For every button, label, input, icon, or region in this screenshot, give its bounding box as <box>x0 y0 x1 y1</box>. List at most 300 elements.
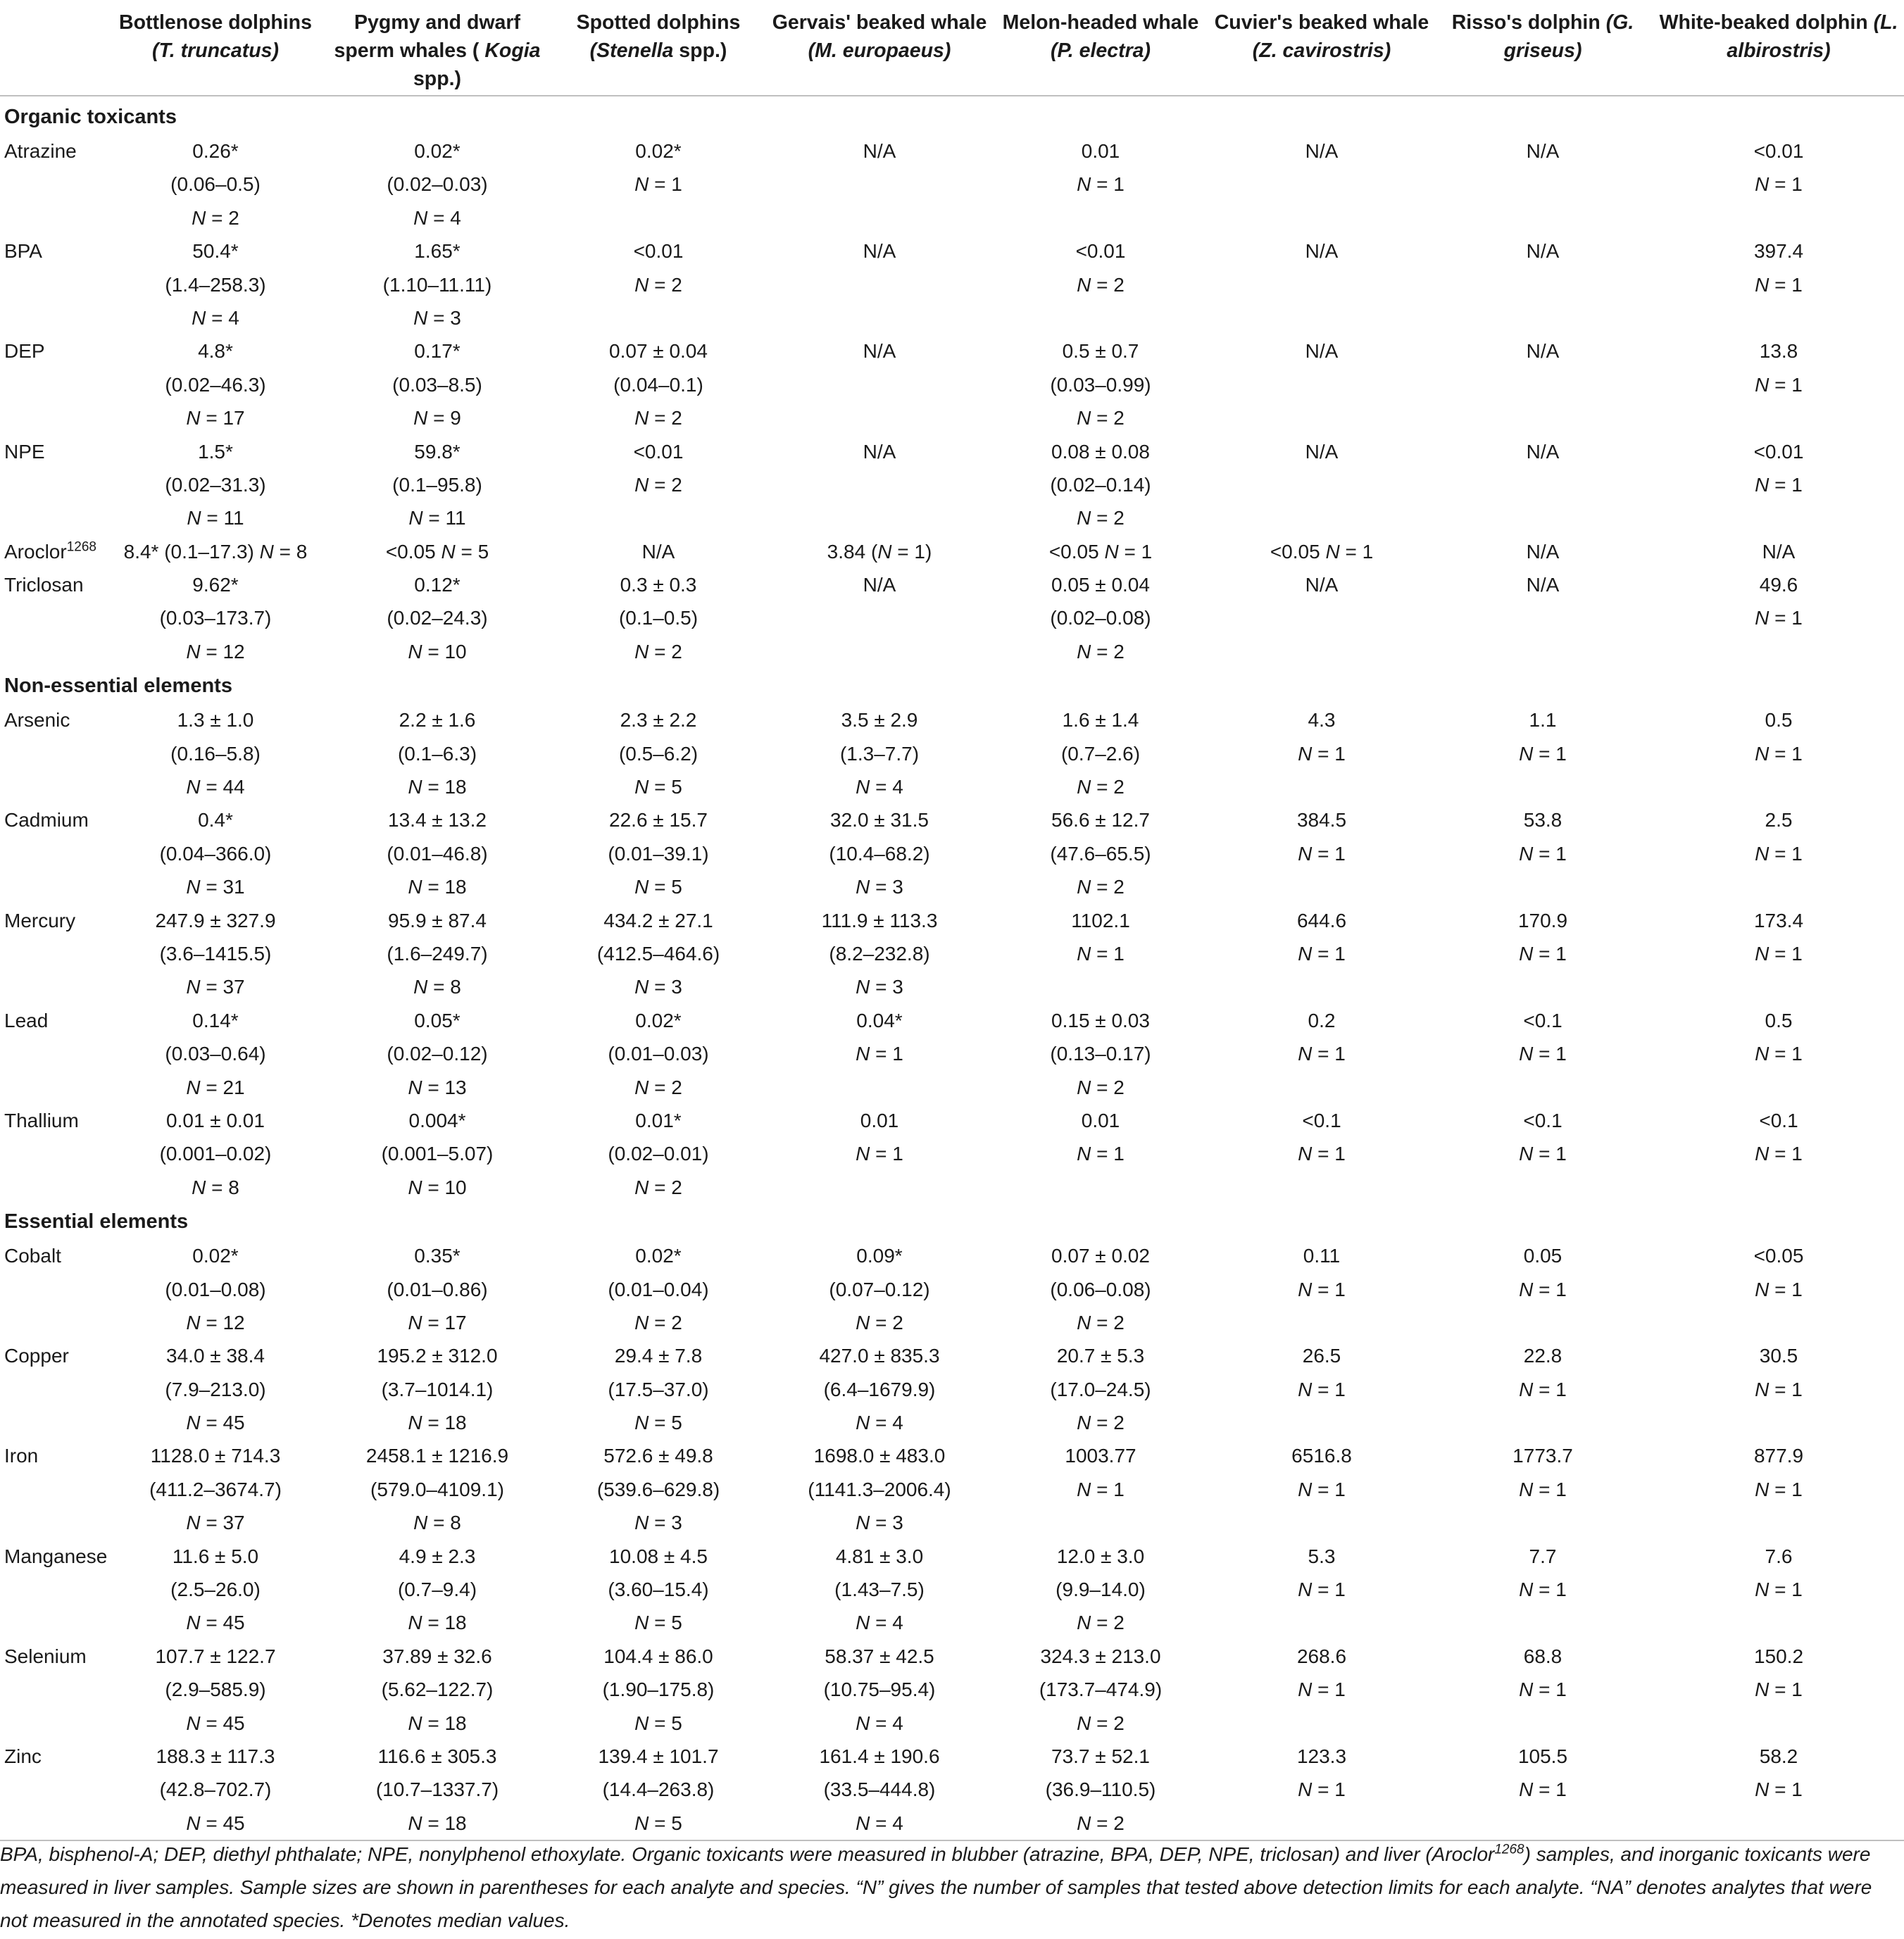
value-line: 0.02* <box>192 1245 239 1267</box>
value-line: 0.004* <box>408 1109 466 1131</box>
value-cell <box>1653 535 1904 568</box>
value-cell <box>990 1640 1211 1740</box>
value-line: (0.02–0.01) <box>608 1143 709 1165</box>
value-line: N = 18 <box>408 1612 467 1634</box>
value-line: (33.5–444.8) <box>823 1778 936 1801</box>
value-line: N/A <box>1762 540 1796 563</box>
value-line: 10.08 ± 4.5 <box>609 1545 708 1567</box>
value-line: N = 13 <box>408 1076 467 1098</box>
value-line: (0.02–24.3) <box>387 607 488 629</box>
value-cell <box>104 1339 327 1439</box>
value-line: 4.8* <box>198 340 233 363</box>
value-line: 32.0 ± 31.5 <box>830 809 929 832</box>
value-line: 1.1 <box>1529 709 1557 732</box>
value-line: 7.6 <box>1765 1545 1793 1567</box>
value-line: 0.3 ± 0.3 <box>620 574 697 596</box>
value-line: N/A <box>1305 140 1339 162</box>
value-line: N = 10 <box>408 640 467 663</box>
value-line: N = 1 <box>1755 943 1803 965</box>
value-line: N = 3 <box>634 1512 682 1534</box>
value-cell <box>548 1004 769 1104</box>
value-line: N = 3 <box>634 976 682 998</box>
value-line: N = 1 <box>1298 842 1346 865</box>
value-cell <box>1211 1540 1432 1640</box>
value-line: N = 2 <box>1077 407 1125 429</box>
value-line: N = 1 <box>1298 943 1346 965</box>
value-line: 13.8 <box>1759 340 1798 363</box>
value-line: N = 11 <box>408 507 466 529</box>
value-line: N = 12 <box>186 640 245 663</box>
value-line: 1.65* <box>414 240 461 263</box>
value-cell <box>548 535 769 568</box>
value-line: 116.6 ± 305.3 <box>377 1745 497 1767</box>
value-cell <box>548 703 769 803</box>
value-line: (0.7–2.6) <box>1060 742 1141 765</box>
value-cell <box>327 1439 548 1539</box>
value-line: N = 5 <box>634 776 682 798</box>
value-cell <box>548 1540 769 1640</box>
value-line: (14.4–263.8) <box>602 1778 715 1801</box>
value-line: 0.01 <box>1081 1109 1120 1131</box>
value-cell <box>1211 1439 1432 1539</box>
value-cell <box>990 1339 1211 1439</box>
value-line: N = 1 <box>1077 1478 1125 1500</box>
value-line: 4.81 ± 3.0 <box>835 1545 924 1567</box>
table-row <box>0 1740 1904 1840</box>
value-cell <box>104 234 327 334</box>
value-line: N = 1 <box>1755 1043 1803 1065</box>
value-line: 68.8 <box>1523 1645 1562 1667</box>
value-line: N = 1 <box>1755 742 1803 765</box>
value-line: N/A <box>1305 440 1339 463</box>
value-line: 22.8 <box>1523 1345 1562 1367</box>
column-scientific-name: (P. electra) <box>1050 39 1151 62</box>
value-cell <box>769 703 990 803</box>
footnote <box>0 1838 1901 1937</box>
value-line: (412.5–464.6) <box>596 943 720 965</box>
analyte-name: Aroclor <box>4 540 67 563</box>
value-line: N = 18 <box>408 1712 467 1734</box>
value-line: N = 1 <box>1298 1478 1346 1500</box>
value-cell <box>1653 1740 1904 1840</box>
value-cell <box>990 234 1211 334</box>
value-cell <box>769 234 990 334</box>
value-cell <box>1653 703 1904 803</box>
value-line: N = 4 <box>856 1712 903 1734</box>
value-line: 2.2 ± 1.6 <box>399 709 476 732</box>
value-line: N = 2 <box>1077 1812 1125 1834</box>
value-cell <box>1432 568 1653 668</box>
value-cell <box>990 435 1211 535</box>
value-line: 0.5 <box>1765 1009 1793 1031</box>
value-cell <box>104 1640 327 1740</box>
value-line: (3.60–15.4) <box>608 1579 709 1601</box>
value-line: 30.5 <box>1759 1345 1798 1367</box>
value-line: N = 5 <box>634 1412 682 1434</box>
value-line: N = 2 <box>634 1311 682 1334</box>
value-line: N = 1 <box>1298 742 1346 765</box>
value-line: 0.15 ± 0.03 <box>1051 1009 1150 1031</box>
value-cell <box>1211 134 1432 234</box>
value-line: N = 1 <box>1755 473 1803 496</box>
value-line: N = 31 <box>186 876 245 898</box>
value-line: N/A <box>1305 240 1339 263</box>
value-line: 0.26* <box>192 140 239 162</box>
value-cell <box>769 535 990 568</box>
value-line: 13.4 ± 13.2 <box>388 809 487 832</box>
value-line: 1102.1 <box>1071 909 1130 931</box>
value-cell <box>548 803 769 903</box>
value-line: (0.001–0.02) <box>159 1143 272 1165</box>
value-cell <box>1211 1104 1432 1204</box>
value-line: 1.5* <box>198 440 233 463</box>
value-cell <box>1211 1239 1432 1339</box>
value-line: 8.4* (0.1–17.3) N = 8 <box>123 540 308 563</box>
value-cell <box>1432 1239 1653 1339</box>
value-cell <box>1432 334 1653 434</box>
value-line: <0.1 <box>1523 1009 1562 1031</box>
value-line: N/A <box>1526 440 1560 463</box>
column-scientific-name: (M. europaeus) <box>808 39 951 62</box>
column-header-2 <box>548 0 769 96</box>
section-title: Non-essential elements <box>4 674 232 698</box>
value-line: N = 1 <box>1077 173 1125 196</box>
analyte-name: Triclosan <box>4 574 84 596</box>
value-line: 1.3 ± 1.0 <box>177 709 254 732</box>
value-line: N/A <box>863 440 896 463</box>
value-line: 26.5 <box>1302 1345 1341 1367</box>
value-line: 0.2 <box>1308 1009 1336 1031</box>
value-line: N/A <box>1305 340 1339 363</box>
value-line: N/A <box>863 140 896 162</box>
value-line: N = 1 <box>1298 1043 1346 1065</box>
value-cell <box>1653 1640 1904 1740</box>
value-cell <box>1432 535 1653 568</box>
table-row <box>0 535 1904 568</box>
value-line: (539.6–629.8) <box>596 1478 720 1500</box>
value-line: N = 1 <box>1519 742 1567 765</box>
value-cell <box>1211 435 1432 535</box>
value-cell <box>548 435 769 535</box>
value-cell <box>990 134 1211 234</box>
value-line: (0.06–0.5) <box>170 173 261 196</box>
value-line: 0.02* <box>635 1009 682 1031</box>
value-line: (0.01–0.86) <box>387 1278 488 1300</box>
value-line: 0.07 ± 0.04 <box>609 340 708 363</box>
value-cell <box>104 1439 327 1539</box>
table-row <box>0 1540 1904 1640</box>
header-corner <box>0 0 104 96</box>
value-line: N = 1 <box>1755 607 1803 629</box>
value-line: (8.2–232.8) <box>829 943 930 965</box>
value-line: 49.6 <box>1759 574 1798 596</box>
value-line: 111.9 ± 113.3 <box>821 909 938 931</box>
value-line: <0.1 <box>1302 1109 1341 1131</box>
section-header-row <box>0 1204 1904 1239</box>
value-line: N = 1 <box>1519 943 1567 965</box>
value-line: (0.03–0.99) <box>1050 373 1151 396</box>
value-cell <box>327 1640 548 1740</box>
value-line: <0.1 <box>1523 1109 1562 1131</box>
value-line: N/A <box>1526 240 1560 263</box>
value-line: N/A <box>863 574 896 596</box>
value-line: N = 2 <box>1077 1412 1125 1434</box>
value-line: 2.5 <box>1765 809 1793 832</box>
value-cell <box>769 1339 990 1439</box>
value-line: (17.0–24.5) <box>1050 1378 1151 1400</box>
value-cell <box>1211 535 1432 568</box>
value-cell <box>1432 234 1653 334</box>
value-cell <box>1653 435 1904 535</box>
value-line: 12.0 ± 3.0 <box>1056 1545 1145 1567</box>
value-line: 2.3 ± 2.2 <box>620 709 697 732</box>
table-body <box>0 96 1904 1840</box>
table-row <box>0 1104 1904 1204</box>
value-cell <box>1211 703 1432 803</box>
value-line: N = 2 <box>1077 507 1125 529</box>
value-line: (0.03–0.64) <box>165 1043 266 1065</box>
value-line: 0.4* <box>198 809 233 832</box>
value-line: 0.01 <box>860 1109 899 1131</box>
table-row <box>0 904 1904 1004</box>
value-line: N = 2 <box>1077 1076 1125 1098</box>
value-line: (0.01–0.08) <box>165 1278 266 1300</box>
value-cell <box>548 334 769 434</box>
value-line: (0.02–0.03) <box>387 173 488 196</box>
value-line: N = 1 <box>1519 1478 1567 1500</box>
value-line: (0.5–6.2) <box>618 742 699 765</box>
value-cell <box>990 803 1211 903</box>
value-line: (1.4–258.3) <box>165 273 266 296</box>
value-line: 0.01 <box>1081 140 1120 162</box>
value-line: N = 2 <box>856 1311 903 1334</box>
value-line: N = 1 <box>1755 1579 1803 1601</box>
value-line: (0.01–46.8) <box>387 842 488 865</box>
table-row <box>0 1640 1904 1740</box>
table-row <box>0 703 1904 803</box>
footnote-text-2: ) samples, and inorganic toxicants were measured in liver samples. Sample sizes are shown in parentheses for each analyte and species. “N” gives the number of samples that tested above detection limits for each analyte. “NA” denotes analytes that were not measured in the annotated species. *Denotes median values. <box>0 1843 1872 1931</box>
value-cell <box>1653 803 1904 903</box>
value-cell <box>1432 1339 1653 1439</box>
value-line: N = 18 <box>408 876 467 898</box>
analyte-name: Atrazine <box>4 140 77 162</box>
value-line: N = 1 <box>1298 1778 1346 1801</box>
value-cell <box>1653 1239 1904 1339</box>
value-line: 0.05* <box>414 1009 461 1031</box>
value-line: <0.01 <box>1753 440 1804 463</box>
value-cell <box>1211 234 1432 334</box>
value-line: <0.01 <box>633 240 684 263</box>
value-line: 34.0 ± 38.4 <box>166 1345 265 1367</box>
value-cell <box>990 1740 1211 1840</box>
value-line: N = 2 <box>1077 273 1125 296</box>
value-line: (0.13–0.17) <box>1050 1043 1151 1065</box>
value-line: <0.01 <box>1075 240 1126 263</box>
value-line: (0.1–95.8) <box>392 473 482 496</box>
value-line: N = 44 <box>186 776 245 798</box>
value-line: (10.4–68.2) <box>829 842 930 865</box>
analyte-label <box>0 803 104 903</box>
analyte-label <box>0 1104 104 1204</box>
value-line: 877.9 <box>1753 1445 1804 1467</box>
value-cell <box>1653 904 1904 1004</box>
analyte-name: Copper <box>4 1345 69 1367</box>
value-line: (1.3–7.7) <box>839 742 920 765</box>
value-line: N = 8 <box>413 1512 461 1534</box>
analyte-name: Lead <box>4 1009 49 1031</box>
value-line: N = 4 <box>856 1412 903 1434</box>
value-cell <box>327 234 548 334</box>
value-cell <box>548 904 769 1004</box>
value-line: 1773.7 <box>1512 1445 1573 1467</box>
value-line: N = 4 <box>856 776 903 798</box>
column-header-7 <box>1653 0 1904 96</box>
value-line: N/A <box>1305 574 1339 596</box>
value-line: N = 2 <box>1077 1612 1125 1634</box>
section-title: Organic toxicants <box>4 106 177 128</box>
value-line: (0.04–366.0) <box>159 842 272 865</box>
value-cell <box>548 568 769 668</box>
analyte-name: Cobalt <box>4 1245 61 1267</box>
value-line: 188.3 ± 117.3 <box>156 1745 275 1767</box>
value-line: N = 45 <box>186 1812 245 1834</box>
value-cell <box>327 435 548 535</box>
value-line: N = 4 <box>192 306 239 329</box>
value-line: (17.5–37.0) <box>608 1378 709 1400</box>
value-line: 2458.1 ± 1216.9 <box>365 1445 509 1467</box>
value-cell <box>548 1239 769 1339</box>
value-line: N = 2 <box>634 640 682 663</box>
value-cell <box>769 904 990 1004</box>
value-line: 3.5 ± 2.9 <box>841 709 918 732</box>
value-line: N = 2 <box>634 473 682 496</box>
value-line: 29.4 ± 7.8 <box>614 1345 703 1367</box>
value-line: (2.9–585.9) <box>165 1678 266 1701</box>
value-line: 195.2 ± 312.0 <box>377 1345 498 1367</box>
value-cell <box>327 703 548 803</box>
value-line: N/A <box>1526 540 1560 563</box>
value-line: N = 1 <box>1298 1143 1346 1165</box>
value-line: 4.9 ± 2.3 <box>399 1545 476 1567</box>
analyte-name: DEP <box>4 340 45 363</box>
analyte-superscript: 1268 <box>66 539 96 555</box>
column-scientific-name: (L. albirostris) <box>1727 11 1898 62</box>
analyte-name: Manganese <box>4 1545 108 1567</box>
column-header-0 <box>104 0 327 96</box>
value-line: 105.5 <box>1517 1745 1568 1767</box>
column-common-name: Cuvier's beaked whale <box>1214 11 1429 34</box>
value-line: N = 5 <box>634 1712 682 1734</box>
value-line: 4.3 <box>1308 709 1336 732</box>
value-line: 0.17* <box>414 340 461 363</box>
value-line: 1.6 ± 1.4 <box>1062 709 1139 732</box>
value-line: 324.3 ± 213.0 <box>1040 1645 1161 1667</box>
value-line: 0.14* <box>192 1009 239 1031</box>
header-row <box>0 0 1904 96</box>
value-line: N = 2 <box>1077 776 1125 798</box>
table-row <box>0 1339 1904 1439</box>
value-line: 150.2 <box>1753 1645 1804 1667</box>
column-header-6 <box>1432 0 1653 96</box>
value-line: N = 18 <box>408 1812 467 1834</box>
value-line: (0.02–31.3) <box>165 473 266 496</box>
value-cell <box>1653 334 1904 434</box>
value-line: 123.3 <box>1296 1745 1347 1767</box>
value-cell <box>990 1540 1211 1640</box>
value-line: N = 11 <box>187 507 244 529</box>
value-line: N = 4 <box>413 206 461 229</box>
value-cell <box>104 334 327 434</box>
value-line: 1698.0 ± 483.0 <box>813 1445 946 1467</box>
value-line: 384.5 <box>1296 809 1347 832</box>
analyte-name: Zinc <box>4 1745 42 1767</box>
value-line: N = 1 <box>634 173 682 196</box>
value-line: 104.4 ± 86.0 <box>603 1645 713 1667</box>
column-common-name: Spotted dolphins <box>576 11 741 34</box>
column-header-1 <box>327 0 548 96</box>
value-line: 50.4* <box>192 240 239 263</box>
value-line: N = 45 <box>186 1612 245 1634</box>
section-header-row <box>0 668 1904 703</box>
value-cell <box>327 1339 548 1439</box>
value-cell <box>1653 134 1904 234</box>
value-line: (0.1–6.3) <box>397 742 477 765</box>
value-line: (0.1–0.5) <box>618 607 699 629</box>
value-line: N = 1 <box>1519 1378 1567 1400</box>
value-line: (0.01–0.03) <box>608 1043 709 1065</box>
value-line: N = 1 <box>1755 273 1803 296</box>
value-line: 6516.8 <box>1291 1445 1352 1467</box>
value-line: N = 21 <box>186 1076 245 1098</box>
value-cell <box>327 535 548 568</box>
analyte-label <box>0 1339 104 1439</box>
value-line: 139.4 ± 101.7 <box>598 1745 719 1767</box>
value-line: 173.4 <box>1753 909 1804 931</box>
value-line: N/A <box>863 240 896 263</box>
value-line: (47.6–65.5) <box>1050 842 1151 865</box>
analyte-label <box>0 234 104 334</box>
analyte-name: BPA <box>4 240 42 263</box>
value-line: N = 1 <box>1519 1143 1567 1165</box>
value-cell <box>1211 1740 1432 1840</box>
value-line: 0.02* <box>635 140 682 162</box>
value-line: N = 17 <box>186 407 245 429</box>
value-cell <box>1653 1104 1904 1204</box>
value-line: N/A <box>1526 140 1560 162</box>
value-line: <0.01 <box>633 440 684 463</box>
column-header-3 <box>769 0 990 96</box>
value-line: N = 2 <box>634 1076 682 1098</box>
value-cell <box>327 1540 548 1640</box>
value-line: (7.9–213.0) <box>165 1378 266 1400</box>
value-line: (0.02–46.3) <box>165 373 266 396</box>
value-line: 427.0 ± 835.3 <box>819 1345 940 1367</box>
analyte-label <box>0 1640 104 1740</box>
value-line: 37.89 ± 32.6 <box>382 1645 492 1667</box>
value-cell <box>990 1004 1211 1104</box>
value-line: (36.9–110.5) <box>1045 1778 1156 1801</box>
value-line: (42.8–702.7) <box>159 1778 272 1801</box>
value-line: N = 1 <box>1298 1278 1346 1300</box>
value-line: (0.02–0.08) <box>1050 607 1151 629</box>
column-scientific-name: (T. truncatus) <box>152 39 279 62</box>
footnote-text-1: BPA, bisphenol-A; DEP, diethyl phthalate; NPE, nonylphenol ethoxylate. Organic toxicants were measured in blubber (atrazine, BPA, DEP, NPE, triclosan) and liver (Aroclor <box>0 1843 1495 1865</box>
value-line: N = 2 <box>634 407 682 429</box>
value-line: <0.05 <box>1753 1245 1804 1267</box>
value-line: (1.90–175.8) <box>602 1678 715 1701</box>
value-cell <box>327 1239 548 1339</box>
value-cell <box>327 1004 548 1104</box>
